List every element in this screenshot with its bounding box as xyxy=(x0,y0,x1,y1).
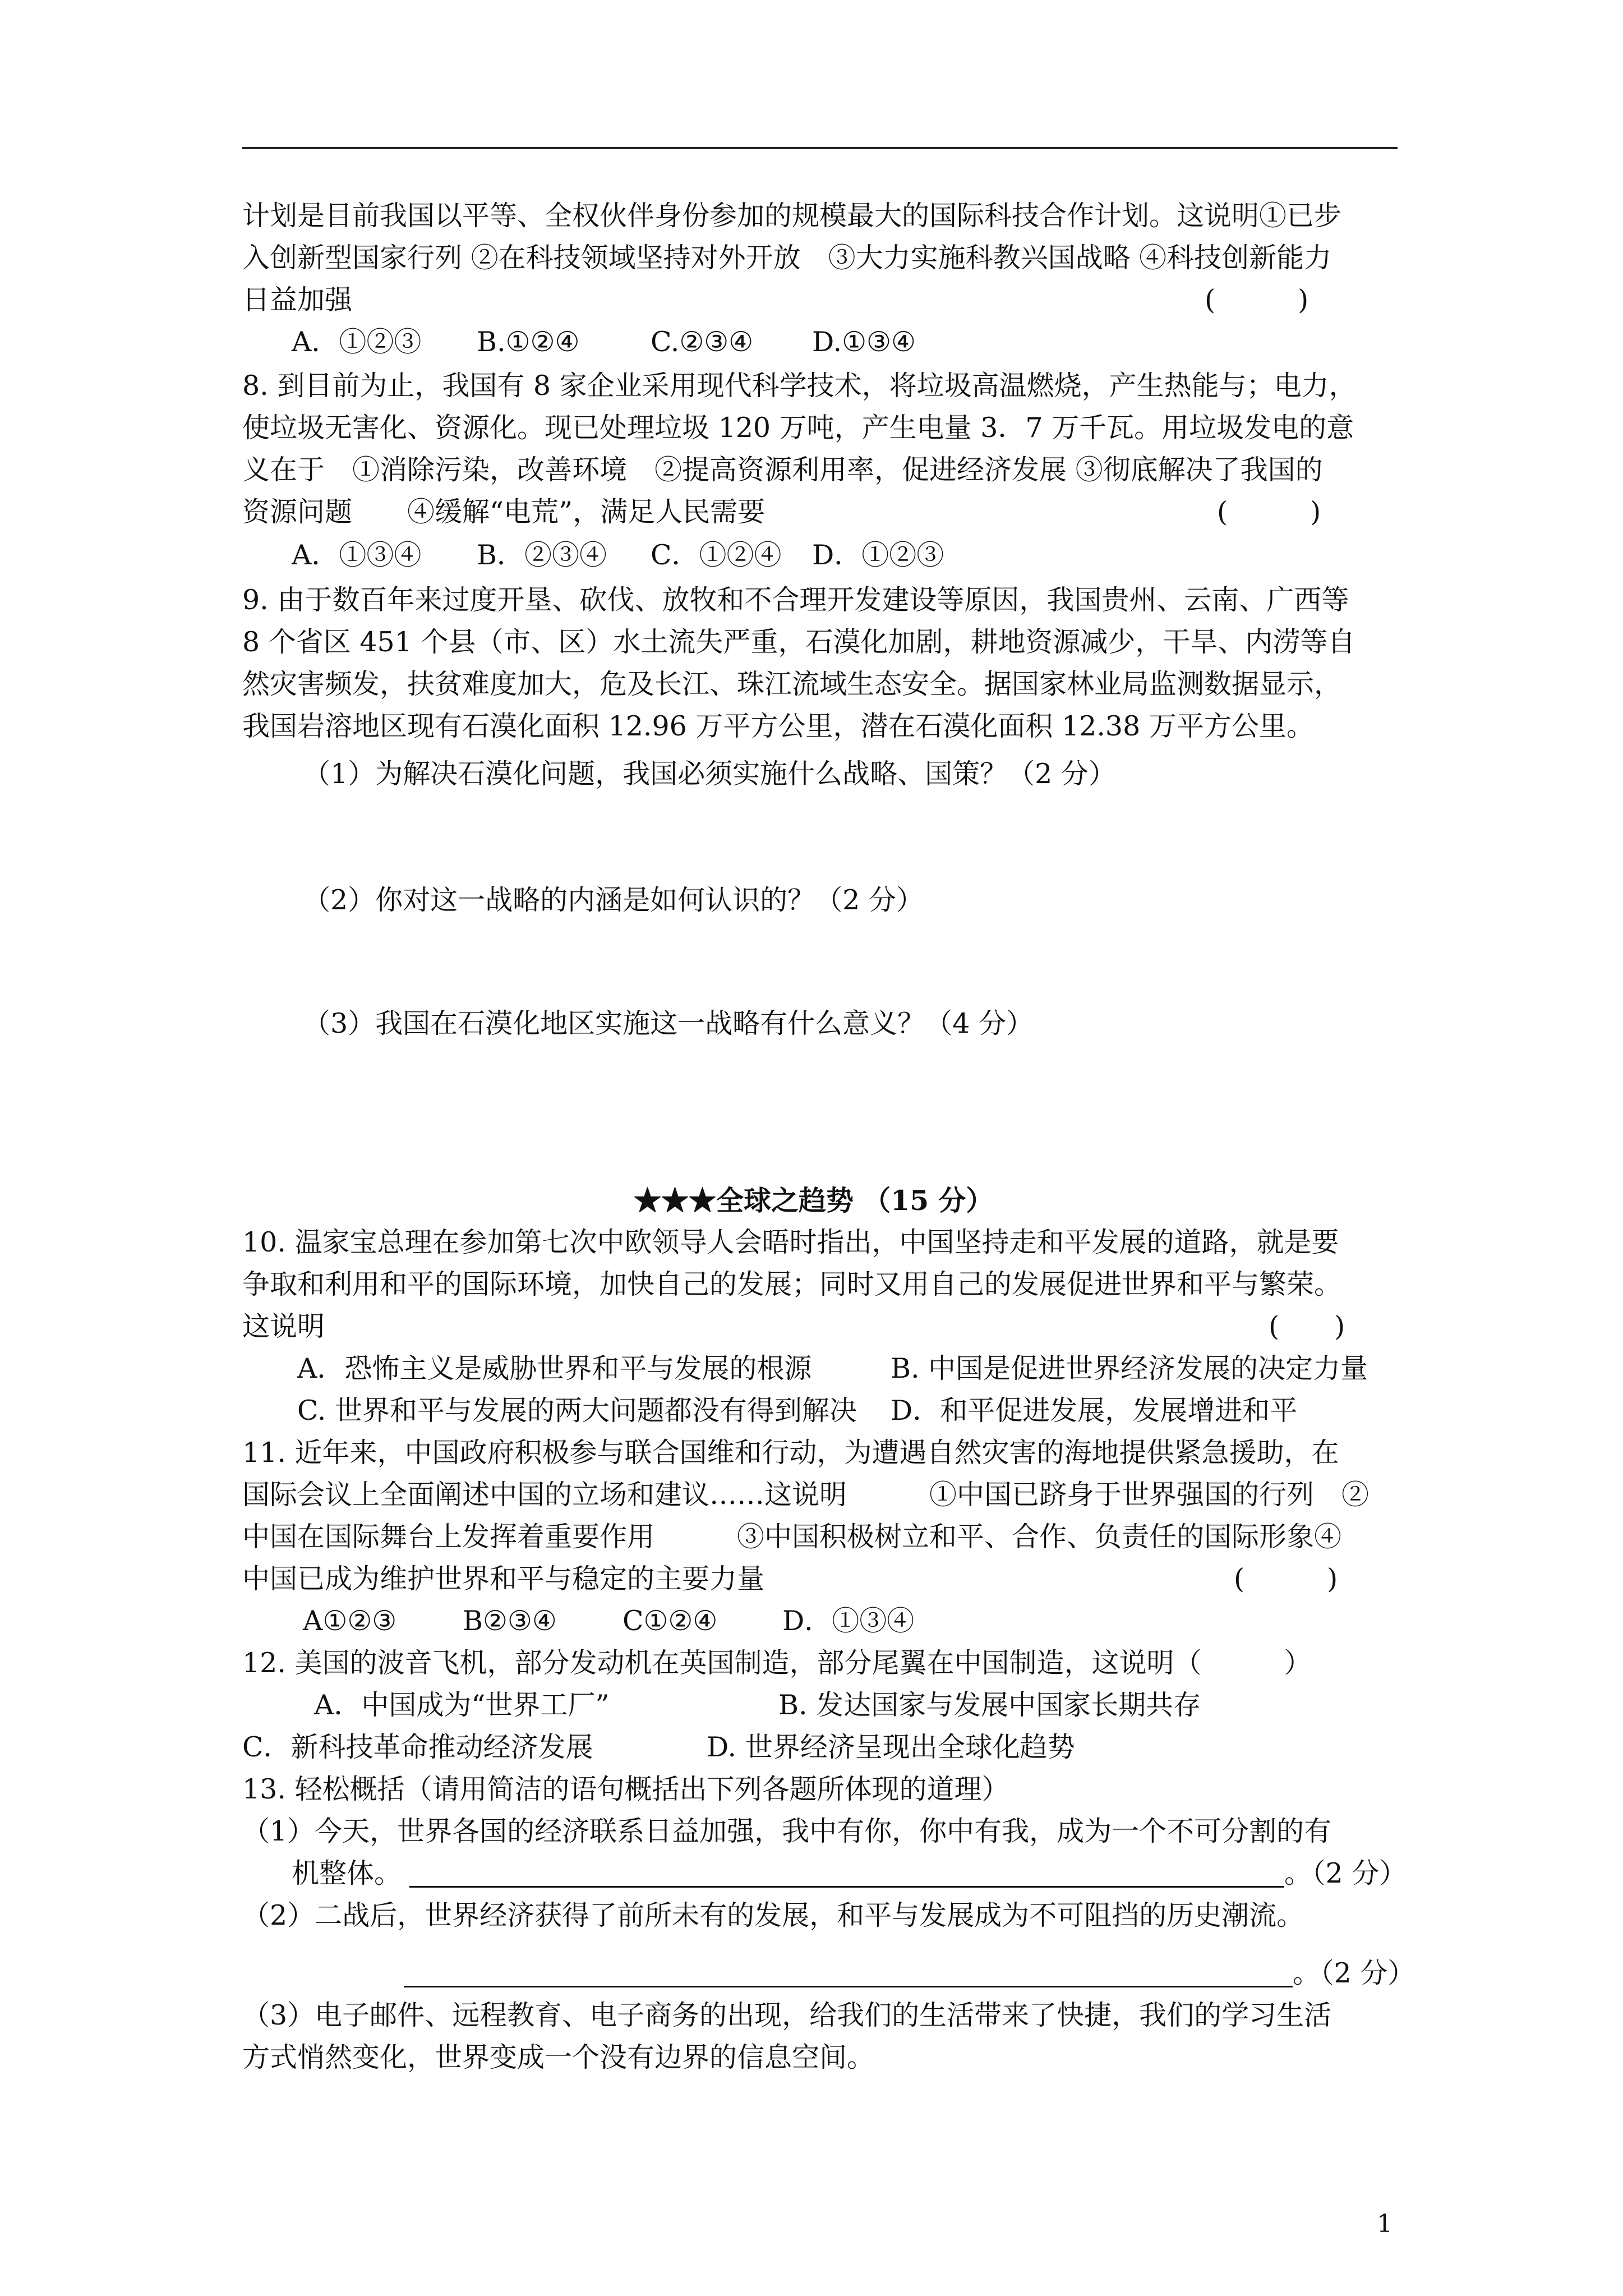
q10-line-3: 这说明 xyxy=(242,1310,325,1342)
q13-part-3-line-1: （3）电子邮件、远程教育、电子商务的出现，给我们的生活带来了快捷，我们的学习生活 xyxy=(242,1999,1332,2031)
q11-option-b: B②③④ xyxy=(463,1605,557,1637)
q10-option-b: B. 中国是促进世界经济发展的决定力量 xyxy=(891,1352,1368,1384)
q11-option-c: C①②④ xyxy=(623,1605,718,1637)
q7-line-1: 计划是目前我国以平等、全权伙伴身份参加的规模最大的国际科技合作计划。这说明①已步 xyxy=(242,200,1342,232)
q9-sub-question-3: （3）我国在石漠化地区实施这一战略有什么意义？（4 分） xyxy=(303,1007,1034,1039)
q11-option-a: A①②③ xyxy=(303,1605,397,1637)
header-rule xyxy=(242,147,1398,149)
q9-sub-question-2: （2）你对这一战略的内涵是如何认识的？（2 分） xyxy=(303,884,924,916)
q13-part-2-line-1: （2）二战后，世界经济获得了前所未有的发展，和平与发展成为不可阻挡的历史潮流。 xyxy=(242,1899,1304,1931)
q8-option-c: C．①②④ xyxy=(651,539,782,571)
q13-part-1-line-1: （1）今天，世界各国的经济联系日益加强，我中有你，你中有我，成为一个不可分割的有 xyxy=(242,1815,1332,1847)
q13-part-2-score: 。（2 分） xyxy=(1293,1957,1415,1989)
q7-line-2: 入创新型国家行列 ②在科技领域坚持对外开放 ③大力实施科教兴国战略 ④科技创新能力 xyxy=(242,242,1332,274)
q7-option-c: C.②③④ xyxy=(651,326,754,358)
q13-title: 13. 轻松概括（请用简洁的语句概括出下列各题所体现的道理） xyxy=(242,1773,1009,1805)
q13-part-2-answer-blank[interactable] xyxy=(404,1986,1293,1987)
q7-option-a: A．①②③ xyxy=(292,326,422,358)
q9-line-3: 然灾害频发，扶贫难度加大，危及长江、珠江流域生态安全。据国家林业局监测数据显示， xyxy=(242,668,1342,700)
q7-line-3: 日益加强 xyxy=(242,284,353,316)
q13-part-1-answer-blank[interactable] xyxy=(409,1886,1284,1888)
q8-line-1: 8. 到目前为止，我国有 8 家企业采用现代科学技术，将垃圾高温燃烧，产生热能与；电力， xyxy=(242,370,1357,402)
q7-option-b: B.①②④ xyxy=(477,326,580,358)
q11-line-4: 中国已成为维护世界和平与稳定的主要力量 xyxy=(242,1563,765,1595)
q9-line-2: 8 个省区 451 个县（市、区）水土流失严重，石漠化加剧，耕地资源减少，干旱、内涝等自 xyxy=(242,626,1355,658)
q7-answer-paren: ( ) xyxy=(1205,284,1309,316)
q10-line-2: 争取和利用和平的国际环境，加快自己的发展；同时又用自己的发展促进世界和平与繁荣。 xyxy=(242,1268,1342,1300)
q11-line-1: 11. 近年来，中国政府积极参与联合国维和行动，为遭遇自然灾害的海地提供紧急援助，在 xyxy=(242,1437,1339,1469)
q10-line-1: 10. 温家宝总理在参加第七次中欧领导人会晤时指出，中国坚持走和平发展的道路，就是要 xyxy=(242,1226,1339,1258)
q11-answer-paren: ( ) xyxy=(1234,1563,1338,1595)
q13-part-1-score: 。（2 分） xyxy=(1284,1857,1407,1889)
q8-option-d: D．①②③ xyxy=(812,539,944,571)
q12-option-b: B. 发达国家与发展中国家长期共存 xyxy=(778,1689,1201,1721)
q8-answer-paren: ( ) xyxy=(1217,496,1321,528)
q10-option-c: C. 世界和平与发展的两大问题都没有得到解决 xyxy=(297,1395,857,1427)
q7-option-d: D.①③④ xyxy=(812,326,916,358)
q10-option-a: A．恐怖主义是威胁世界和平与发展的根源 xyxy=(297,1352,812,1384)
q9-line-4: 我国岩溶地区现有石漠化面积 12.96 万平方公里，潜在石漠化面积 12.38 万平方公里。 xyxy=(242,710,1314,742)
q12-option-d: D. 世界经济呈现出全球化趋势 xyxy=(707,1731,1075,1763)
q8-line-4: 资源问题 ④缓解“电荒”，满足人民需要 xyxy=(242,496,766,528)
q13-part-1-line-2: 机整体。 xyxy=(292,1857,402,1889)
q11-option-d: D．①③④ xyxy=(782,1605,915,1637)
q13-part-3-line-2: 方式悄然变化，世界变成一个没有边界的信息空间。 xyxy=(242,2041,875,2073)
q9-sub-question-1: （1）为解决石漠化问题，我国必须实施什么战略、国策？（2 分） xyxy=(303,758,1116,790)
q12-line-1: 12. 美国的波音飞机，部分发动机在英国制造，部分尾翼在中国制造，这说明（ ） xyxy=(242,1647,1312,1679)
q8-line-3: 义在于 ①消除污染，改善环境 ②提高资源利用率，促进经济发展 ③彻底解决了我国的 xyxy=(242,454,1323,486)
q11-line-2: 国际会议上全面阐述中国的立场和建议……这说明 ①中国已跻身于世界强国的行列 ② xyxy=(242,1479,1370,1511)
section-title-global-trends: ★★★全球之趋势 （15 分） xyxy=(634,1184,994,1217)
q8-option-a: A．①③④ xyxy=(292,539,422,571)
q8-option-b: B．②③④ xyxy=(477,539,607,571)
q11-line-3: 中国在国际舞台上发挥着重要作用 ③中国积极树立和平、合作、负责任的国际形象④ xyxy=(242,1521,1342,1553)
q12-option-c: C．新科技革命推动经济发展 xyxy=(242,1731,593,1763)
page-number: 1 xyxy=(1377,2210,1393,2238)
q10-answer-paren: ( ) xyxy=(1269,1310,1345,1342)
q8-line-2: 使垃圾无害化、资源化。现已处理垃圾 120 万吨，产生电量 3．7 万千瓦。用垃圾发电的意 xyxy=(242,412,1354,444)
q9-line-1: 9. 由于数百年来过度开垦、砍伐、放牧和不合理开发建设等原因，我国贵州、云南、广西等 xyxy=(242,584,1349,616)
q10-option-d: D．和平促进发展，发展增进和平 xyxy=(891,1395,1298,1427)
q12-option-a: A．中国成为“世界工厂” xyxy=(314,1689,610,1721)
